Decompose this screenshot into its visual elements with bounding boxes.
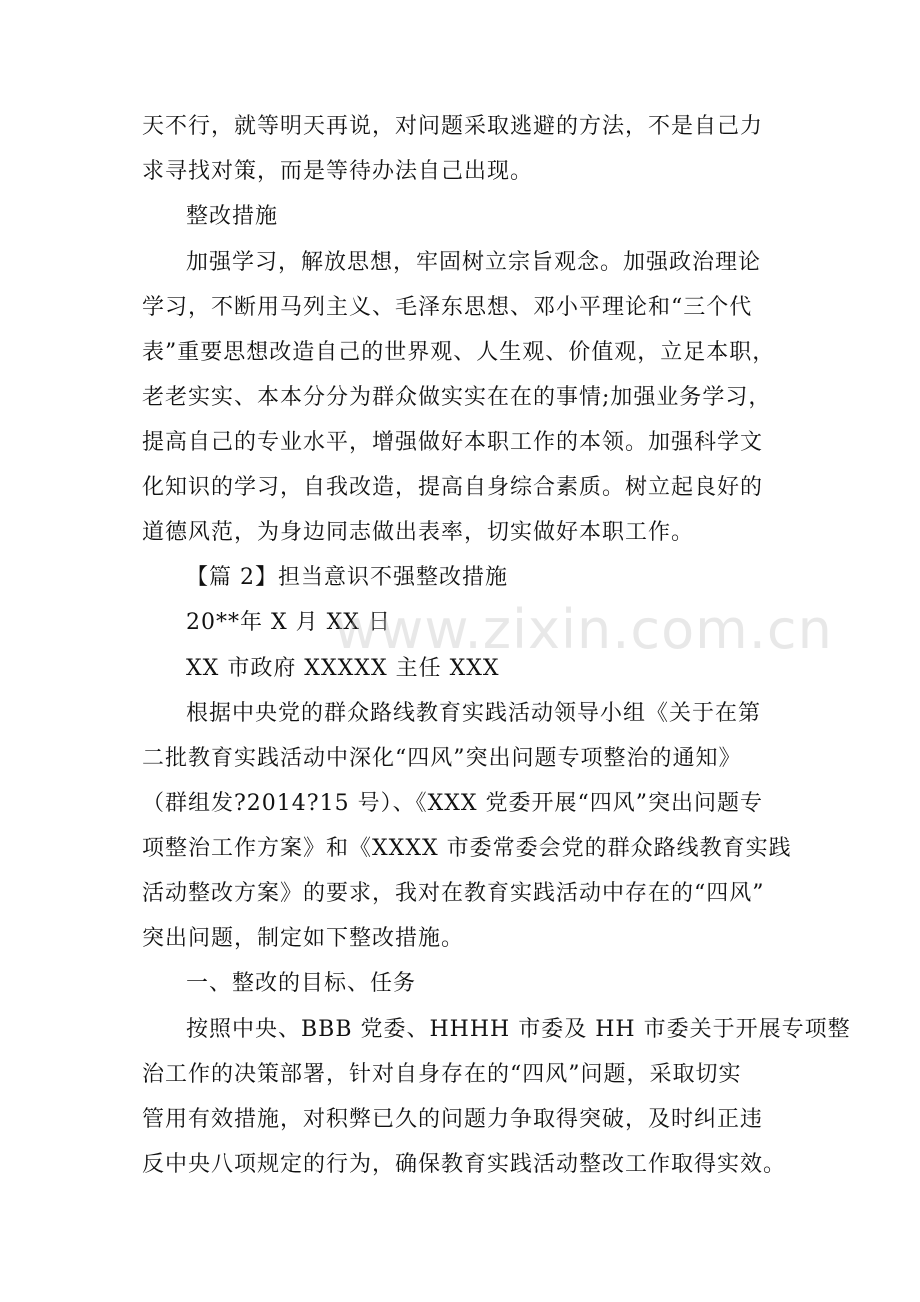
text-line: 反中央八项规定的行为，确保教育实践活动整改工作取得实效。	[142, 1152, 787, 1177]
text-line: 老老实实、本本分分为群众做实实在在的事情;加强业务学习，	[142, 385, 772, 410]
text-line: 活动整改方案》的要求，我对在教育实践活动中存在的“四风”	[142, 881, 765, 906]
text-line: 加强学习，解放思想，牢固树立宗旨观念。加强政治理论	[186, 250, 762, 275]
text-line: 学习，不断用马列主义、毛泽东思想、邓小平理论和“三个代	[142, 295, 753, 320]
text-line: 项整治工作方案》和《XXXX 市委常委会党的群众路线教育实践	[142, 836, 792, 861]
watermark: www.zixin.com.cn	[334, 598, 833, 661]
text-line: 管用有效措施，对积弊已久的问题力争取得突破，及时纠正违	[142, 1107, 764, 1132]
text-line: 提高自己的专业水平，增强做好本职工作的本领。加强科学文	[142, 430, 764, 455]
text-line: 表”重要思想改造自己的世界观、人生观、价值观，立足本职，	[142, 340, 776, 365]
text-line: 按照中央、BBB 党委、HHHH 市委及 HH 市委关于开展专项整	[186, 1017, 851, 1042]
text-line: 道德风范，为身边同志做出表率，切实做好本职工作。	[142, 520, 695, 545]
article-title: 【篇 2】担当意识不强整改措施	[186, 565, 508, 590]
section-heading: 整改措施	[186, 204, 279, 229]
text-line: 根据中央党的群众路线教育实践活动领导小组《关于在第	[186, 701, 762, 726]
text-line: 天不行，就等明天再说，对问题采取逃避的方法，不是自己力	[142, 114, 764, 139]
text-line: 求寻找对策，而是等待办法自己出现。	[142, 159, 534, 184]
text-line: （群组发?2014?15 号）、《XXX 党委开展“四风”突出问题专	[142, 791, 764, 816]
text-line: 治工作的决策部署，针对自身存在的“四风”问题，采取切实	[142, 1062, 742, 1087]
text-line: 化知识的学习，自我改造，提高自身综合素质。树立起良好的	[142, 475, 764, 500]
date-line: 20**年 X 月 XX 日	[186, 610, 391, 635]
text-line: 二批教育实践活动中深化“四风”突出问题专项整治的通知》	[142, 746, 742, 771]
text-line: 突出问题，制定如下整改措施。	[142, 926, 465, 951]
author-line: XX 市政府 XXXXX 主任 XXX	[186, 656, 500, 681]
section-heading: 一、整改的目标、任务	[186, 971, 417, 996]
